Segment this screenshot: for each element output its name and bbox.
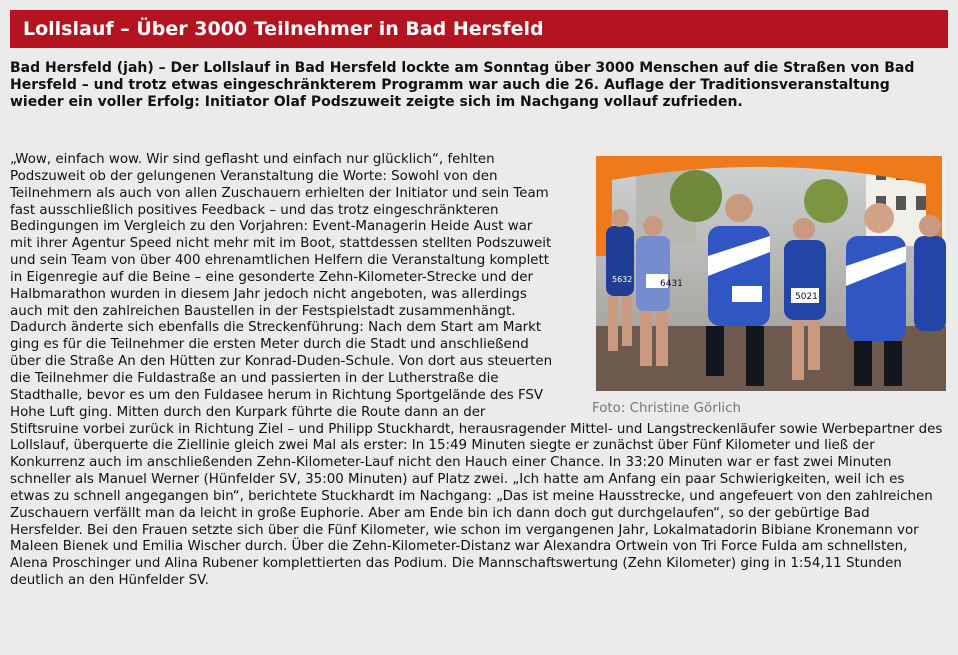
bib-number-2: 5021: [795, 292, 818, 302]
article-body: „Wow, einfach wow. Wir sind geflasht und einfach nur glücklich“, fehlten Podszuweit ob der gelungenen Veranstaltung die Worte: Sowohl von den Teilnehmern als auch von allen Zuschauern erhielten der Initiator und sein Team fast ausschließlich positives Feedback – und das trotz eingeschränkteren Bedingungen im Vergleich zu den Vorjahren: Event-Managerin Heide Aust war mit ihrer Agentur Speed nicht mehr mit im Boot, stattdessen stellten Podszuweit und sein Team von über 400 ehrenamtlichen Helfern die Veranstaltung komplett in Eigenregie auf die Beine – eine gesonderte Zehn-Kilometer-Strecke und der Halbmarathon wurden in diesem Jahr jedoch nicht angeboten, was allerdings auch mit den zahlreichen Baustellen in der Festspielstadt zusammenhängt. Dadurch änderte sich ebenfalls die Streckenführung: Nach dem Start am Markt ging es für die Teilnehmer die ersten Meter durch die Stadt und anschließend über die Straße An den Hütten zur Konrad-Duden-Schule. Von dort aus steuerten die Teilnehmer die Fuldastraße an und passierten in der Lutherstraße die Stadthalle, bevor es um den Fuldasee herum in Richtung Sportgelände des FSV Hohe Luft ging. Mitten durch den Kurpark führte die Route dann an der Stiftsruine vorbei zurück in Richtung Ziel – und Philipp Stuckhardt, herausragender Mittel- und Langstreckenläufer sowie Werbepartner des Lollslauf, überquerte die Ziellinie gleich zwei Mal als erster: In 15:49 Minuten siegte er zunächst über Fünf Kilometer und ließ der Konkurrenz auch im anschließenden Zehn-Kilometer-Lauf nicht den Hauch einer Chance. In 33:20 Minuten war er fast zwei Minuten schneller als Manuel Werner (Hünfelder SV, 35:00 Minuten) auf Platz zwei. „Ich hatte am Anfang ein paar Schwierigkeiten, weil ich es etwas zu schnell angegangen bin“, berichtete Stuckhardt im Nachgang: „Das ist meine Hausstrecke, und angefeuert von den zahlreichen Zuschauern verfällt man da leicht in große Euphorie. Aber am Ende bin ich dann doch gut durchgelaufen“, so der gebürtige Bad Hersfelder. Bei den Frauen setzte sich über die Fünf Kilometer, wie schon im vergangenen Jahr, Lokalmatadorin Bibiane Kronemann vor Maleen Bienek und Emilia Wischer durch. Über die Zehn-Kilometer-Distanz war Alexandra Ortwein von Tri Force Fulda am schnellsten, Alena Proschinger und Alina Rubener komplettierten das Podium. Die Mannschaftswertung (Zehn Kilometer) ging in 1:54,11 Stunden deutlich an den Hünfelder SV.: [10, 152, 943, 589]
article-title: Lollslauf – Über 3000 Teilnehmer in Bad Hersfeld: [23, 18, 544, 40]
title-bar: [10, 10, 948, 48]
bib-number-1: 6431: [660, 279, 683, 289]
photo-figure: [592, 152, 946, 419]
bib-number-0: 5632: [612, 275, 633, 284]
article-photo: [596, 156, 946, 391]
photo-caption: Foto: Christine Görlich: [592, 401, 741, 416]
article-lead: Bad Hersfeld (jah) – Der Lollslauf in Bad Hersfeld lockte am Sonntag über 3000 Menschen auf die Straßen von Bad Hersfeld – und trotz etwas eingeschränkterem Programm war auch die 26. Auflage der Traditionsveranstaltung wieder ein voller Erfolg: Initiator Olaf Podszuweit zeigte sich im Nachgang vollauf zufrieden.: [10, 60, 915, 110]
article-body-container: [10, 152, 946, 590]
